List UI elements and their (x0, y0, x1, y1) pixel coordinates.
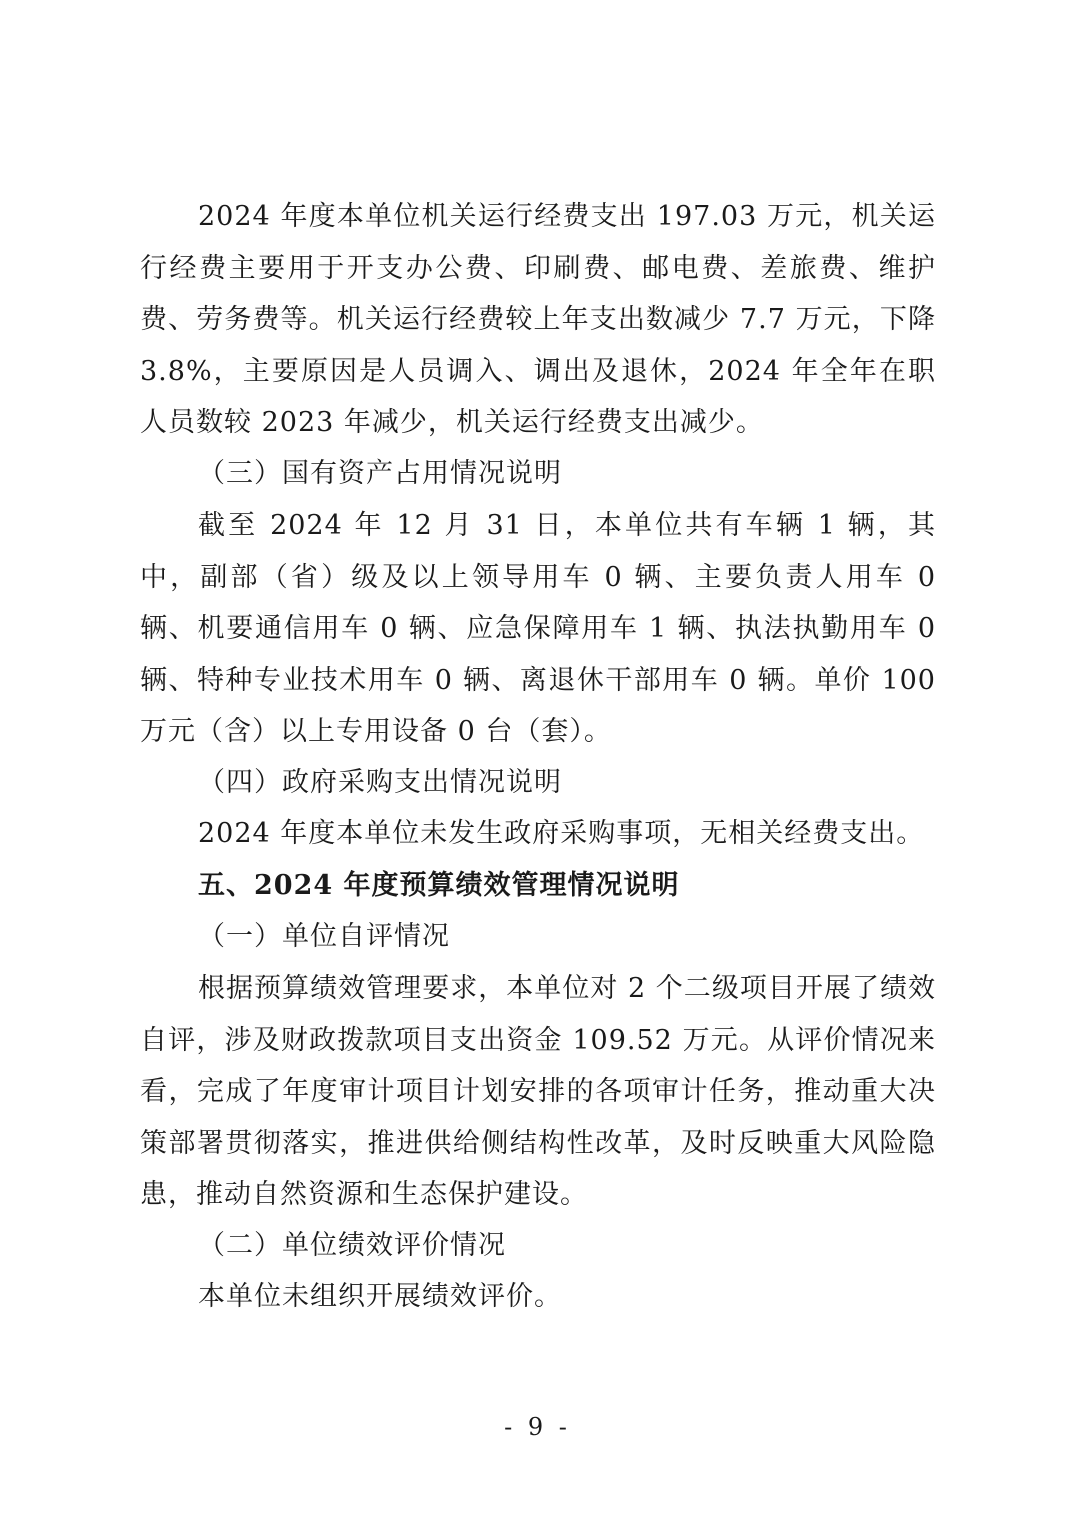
heading-self-evaluation: （一）单位自评情况 (198, 921, 450, 952)
section-heading-performance-management: 五、2024 年度预算绩效管理情况说明 (198, 870, 680, 901)
heading-performance-evaluation: （二）单位绩效评价情况 (198, 1230, 506, 1261)
paragraph-self-evaluation: 根据预算绩效管理要求，本单位对 2 个二级项目开展了绩效自评，涉及财政拨款项目支出资金 109.52 万元。从评价情况来看，完成了年度审计项目计划安排的各项审计任务，推动重大决策部署贯彻落实，推进供给侧结构性改革，及时反映重大风险隐患，推动自然资源和生态保护建设。 (140, 973, 936, 1210)
page-number: - 9 - (504, 1413, 571, 1441)
paragraph-operating-expenses: 2024 年度本单位机关运行经费支出 197.03 万元，机关运行经费主要用于开支办公费、印刷费、邮电费、差旅费、维护费、劳务费等。机关运行经费较上年支出数减少 7.7 万元，下降 3.8%，主要原因是人员调入、调出及退休，2024 年全年在职人员数较 2023 年减少，机关运行经费支出减少。 (140, 201, 936, 438)
heading-state-assets: （三）国有资产占用情况说明 (198, 458, 562, 489)
heading-government-procurement: （四）政府采购支出情况说明 (198, 767, 562, 798)
paragraph-government-procurement: 2024 年度本单位未发生政府采购事项，无相关经费支出。 (198, 818, 925, 849)
paragraph-performance-evaluation: 本单位未组织开展绩效评价。 (198, 1281, 562, 1312)
paragraph-state-assets: 截至 2024 年 12 月 31 日，本单位共有车辆 1 辆，其中，副部（省）级及以上领导用车 0 辆、主要负责人用车 0 辆、机要通信用车 0 辆、应急保障用车 1 辆、执法执勤用车 0 辆、特种专业技术用车 0 辆、离退休干部用车 0 辆。单价 100 万元（含）以上专用设备 0 台（套）。 (140, 510, 936, 747)
